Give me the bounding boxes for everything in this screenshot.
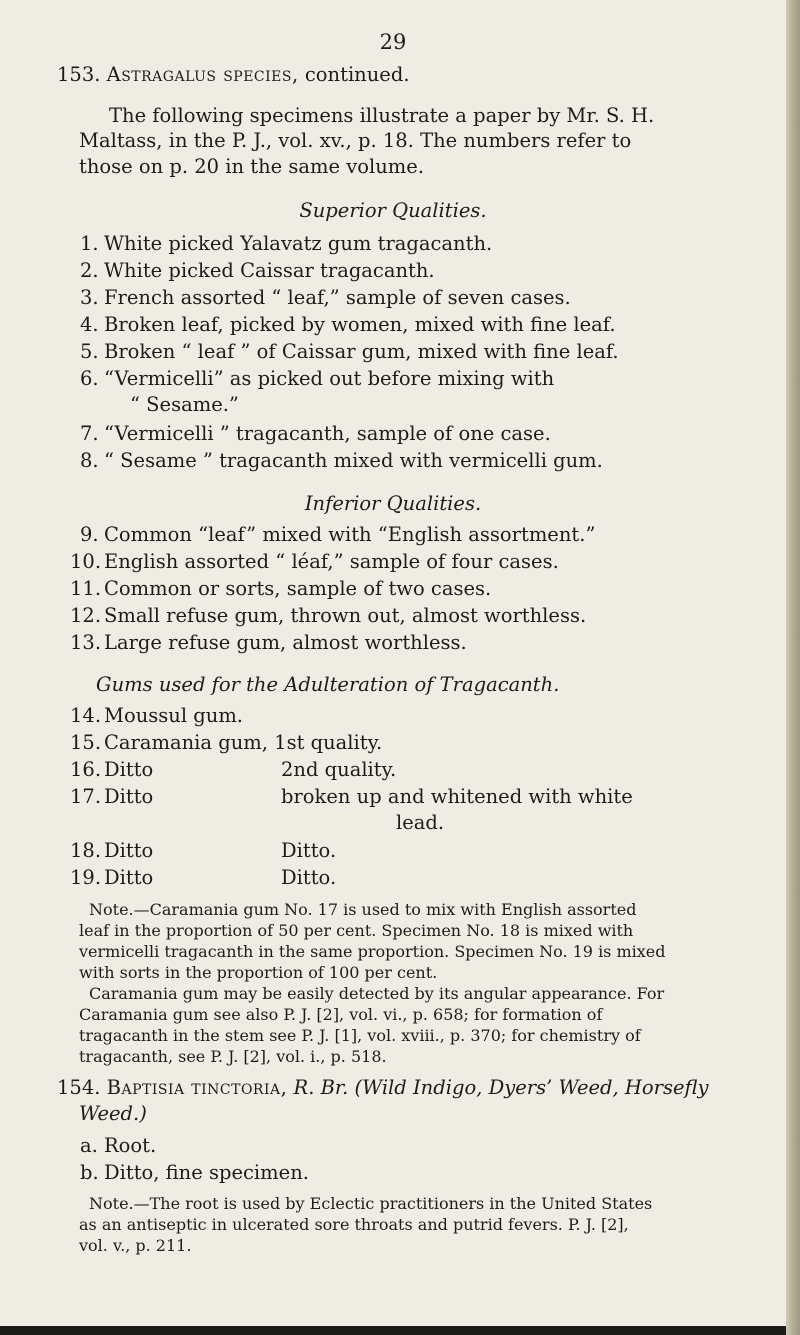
item-number: 14. [70,704,102,727]
item-text: English assorted “ léaf,” sample of four cases. [104,550,559,573]
item-text: French assorted “ leaf,” sample of seven cases. [104,286,571,309]
item-number: 1. [80,232,99,255]
section-number: 153. [57,63,101,86]
inferior-heading: Inferior Qualities. [304,492,482,515]
item-text: Ditto [104,839,154,862]
intro-line-2: Maltass, in the P. J., vol. xv., p. 18. The numbers refer to [79,129,632,152]
note-line: vermicelli tragacanth in the same proportion. Specimen No. 19 is mixed [79,942,666,961]
note-line: Note.—Caramania gum No. 17 is used to mix with English assorted [89,900,637,919]
note-line: leaf in the proportion of 50 per cent. Specimen No. 18 is mixed with [79,921,634,940]
item-letter: b. [80,1161,99,1184]
item-detail: Ditto. [281,866,337,889]
note-line: vol. v., p. 211. [79,1236,192,1255]
item-number: 2. [80,259,99,282]
item-number: 15. [70,731,102,754]
item-number: 13. [70,631,102,654]
item-detail: broken up and whitened with white [281,785,633,808]
gums-heading: Gums used for the Adulteration of Tragacanth. [96,673,560,696]
item-text: Caramania gum, 1st quality. [104,731,383,754]
item-number: 10. [70,550,102,573]
text: The following specimens illustrate a paper by Mr. S. H. [109,104,655,127]
item-text: Ditto [104,866,154,889]
item-text: “ Sesame.” [130,393,239,416]
item-number: 16. [70,758,102,781]
item-number: 11. [70,577,102,600]
item-letter: a. [80,1134,98,1157]
page-edge [786,0,800,1335]
note-line: as an antiseptic in ulcerated sore throats and putrid fevers. P. J. [2], [79,1215,629,1234]
common-names: (Wild Indigo, Dyers’ Weed, Horsefly [354,1076,709,1099]
item-text: “Vermicelli ” tragacanth, sample of one case. [104,422,551,445]
item-text: Large refuse gum, almost worthless. [104,631,467,654]
bottom-rule [0,1326,786,1335]
item-number: 3. [80,286,99,309]
item-number: 8. [80,449,99,472]
section-153-heading [57,62,410,88]
note-line: with sorts in the proportion of 100 per cent. [79,963,438,982]
item-text: “Vermicelli” as picked out before mixing with [104,367,555,390]
item-number: 18. [70,839,102,862]
page-number: 29 [379,30,407,54]
note-line: Caramania gum see also P. J. [2], vol. vi., p. 658; for formation of [79,1005,603,1024]
item-detail: Ditto. [281,839,337,862]
item-text: Common or sorts, sample of two cases. [104,577,492,600]
item-text: White picked Caissar tragacanth. [104,259,435,282]
item-detail: 2nd quality. [281,758,397,781]
item-text: Moussul gum. [104,704,244,727]
section-title: Astragalus species, [106,63,299,86]
item-text: Ditto [104,758,154,781]
note-line: tragacanth, see P. J. [2], vol. i., p. 518. [79,1047,387,1066]
intro-line-1 [109,103,761,129]
item-number: 17. [70,785,102,808]
intro-line-3: those on p. 20 in the same volume. [79,155,425,178]
item-text: “ Sesame ” tragacanth mixed with vermicelli gum. [104,449,603,472]
note-line: Caramania gum may be easily detected by its angular appearance. For [89,984,665,1003]
item-number: 4. [80,313,99,336]
item-text: Ditto [104,785,154,808]
species-authority: R. Br. [287,1076,349,1099]
common-names-cont: Weed.) [79,1102,147,1125]
section-154-heading [57,1075,709,1101]
item-text: White picked Yalavatz gum tragacanth. [104,232,493,255]
item-number: 19. [70,866,102,889]
item-detail: lead. [396,811,445,834]
item-text: Common “leaf” mixed with “English assortment.” [104,523,596,546]
item-number: 5. [80,340,99,363]
item-number: 9. [80,523,99,546]
item-number: 7. [80,422,99,445]
item-text: Broken leaf, picked by women, mixed with fine leaf. [104,313,616,336]
section-continued: continued. [298,63,410,86]
item-text: Small refuse gum, thrown out, almost worthless. [104,604,587,627]
species-name: Baptisia tinctoria, [106,1076,288,1099]
item-text: Root. [104,1134,157,1157]
note-line: tragacanth in the stem see P. J. [1], vol. xviii., p. 370; for chemistry of [79,1026,641,1045]
item-text: Broken “ leaf ” of Caissar gum, mixed with fine leaf. [104,340,619,363]
item-number: 6. [80,367,99,390]
item-number: 12. [70,604,102,627]
section-number: 154. [57,1076,101,1099]
item-text: Ditto, fine specimen. [104,1161,309,1184]
note-line: Note.—The root is used by Eclectic practitioners in the United States [89,1194,653,1213]
superior-heading: Superior Qualities. [299,199,487,222]
